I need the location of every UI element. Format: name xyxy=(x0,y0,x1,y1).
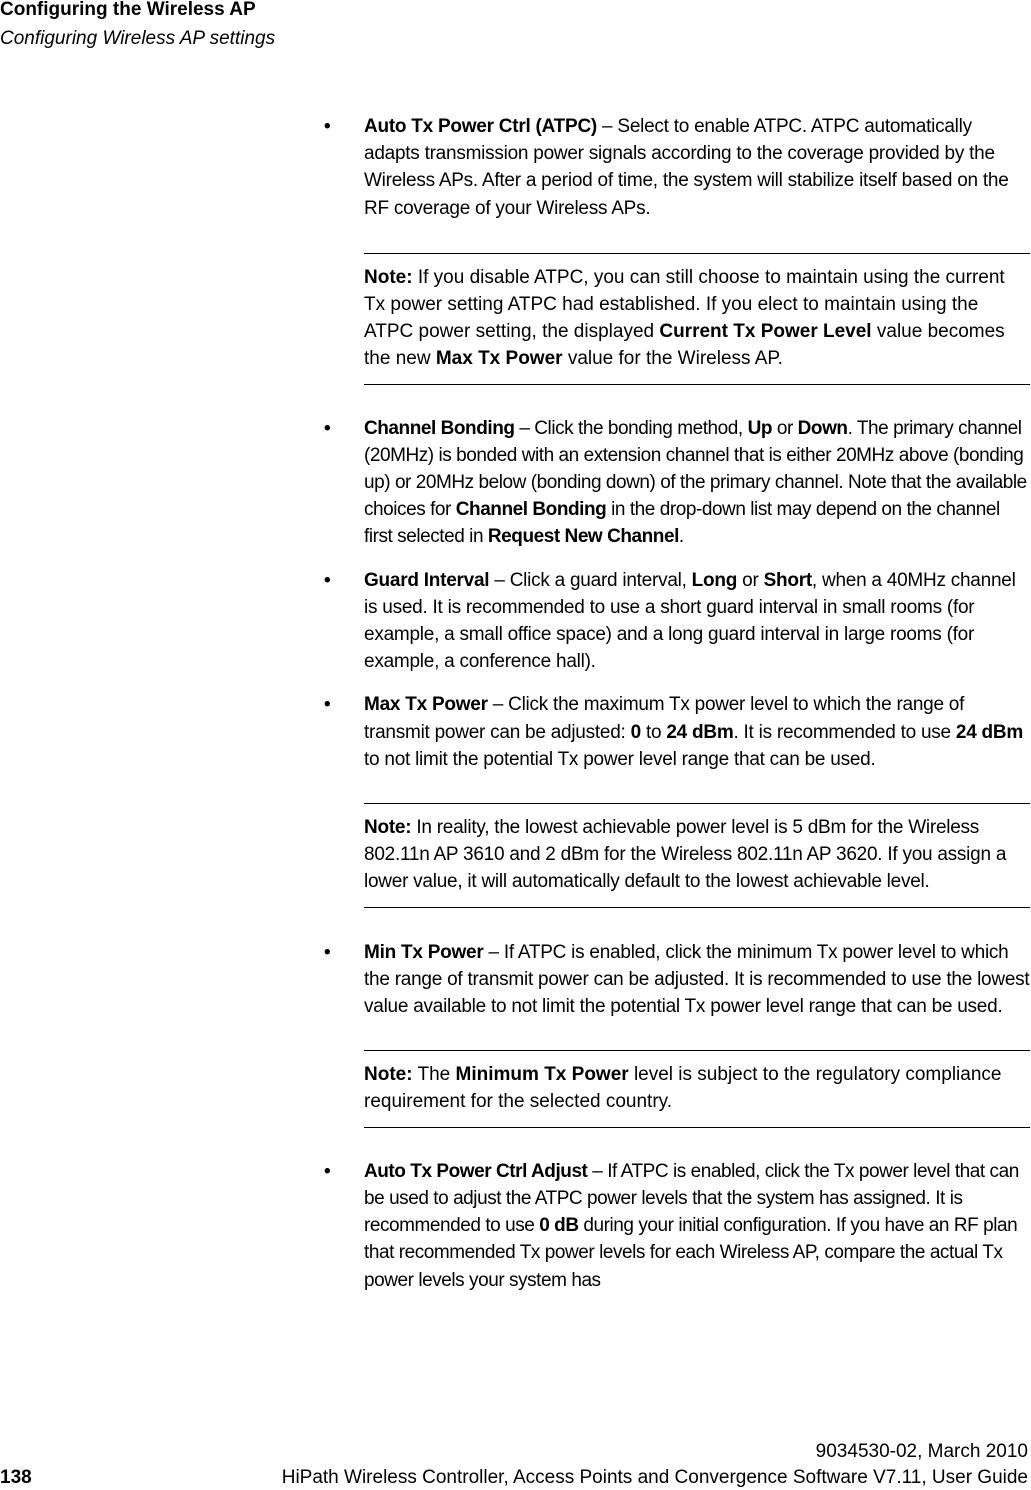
page-number: 138 xyxy=(0,1467,32,1488)
section-title: Configuring Wireless AP settings xyxy=(0,28,276,49)
term-current-tx-power-level: Current Tx Power Level xyxy=(659,321,872,343)
chapter-title: Configuring the Wireless AP xyxy=(0,0,256,20)
note-atpc: Note: If you disable ATPC, you can still choose to maintain using the current Tx power setting ATPC had established. If you elect to maintain using the ATPC power setting, the displayed Current Tx Power Level value becomes the new Max Tx Power value for the Wireless AP. xyxy=(364,253,1030,385)
page-body xyxy=(318,113,1030,1310)
note-label: Note: xyxy=(364,266,413,288)
list-item-atpc-adjust: • Auto Tx Power Ctrl Adjust – If ATPC is enabled, click the Tx power level that can be used to adjust the ATPC power levels that the system has assigned. It is recommended to use 0 dB during your initial configuration. If you have an RF plan that recommended Tx power levels for each Wireless AP, compare the actual Tx power levels your system has xyxy=(318,1158,1030,1294)
bullet-symbol: • xyxy=(324,694,331,716)
note-power-level: Note: In reality, the lowest achievable power level is 5 dBm for the Wireless 802.11n AP 3610 and 2 dBm for the Wireless 802.11n AP 3620. If you assign a lower value, it will automatically default to the lowest achievable level. xyxy=(364,803,1030,908)
bullet-symbol: • xyxy=(324,417,331,439)
list-item-max-tx-power: • Max Tx Power – Click the maximum Tx power level to which the range of transmit power can be adjusted: 0 to 24 dBm. It is recommended to use 24 dBm to not limit the potential Tx power level range that can be used. xyxy=(318,691,1030,773)
list-item-channel-bonding: • Channel Bonding – Click the bonding method, Up or Down. The primary channel (20MHz) is bonded with an extension channel that is either 20MHz above (bonding up) or 20MHz below (bonding down) of the primary channel. Note that the available choices for Channel Bonding in the drop-down list may depend on the channel first selected in Request New Channel. xyxy=(318,415,1030,551)
bullet-symbol: • xyxy=(324,941,331,963)
term-min-tx-power: Min Tx Power xyxy=(364,941,484,963)
term-guard-interval: Guard Interval xyxy=(364,569,490,591)
bullet-symbol: • xyxy=(324,569,331,591)
bullet-symbol: • xyxy=(324,116,331,137)
bullet-symbol: • xyxy=(324,1160,331,1182)
term-channel-bonding: Channel Bonding xyxy=(364,417,515,439)
list-item-min-tx-power: • Min Tx Power – If ATPC is enabled, click the minimum Tx power level to which the range of transmit power can be adjusted. It is recommended to use the lowest value available to not limit the potential Tx power level range that can be used. xyxy=(318,939,1030,1021)
note-label: Note: xyxy=(364,817,412,839)
term-minimum-tx-power: Minimum Tx Power xyxy=(455,1064,629,1086)
list-item-guard-interval: • Guard Interval – Click a guard interval, Long or Short, when a 40MHz channel is used. It is recommended to use a short guard interval in small rooms (for example, a small office space) and a long guard interval in large rooms (for example, a conference hall). xyxy=(318,567,1030,676)
term-atpc-adjust: Auto Tx Power Ctrl Adjust xyxy=(364,1160,588,1182)
term-max-tx-power: Max Tx Power xyxy=(364,694,488,716)
note-min-tx-power: Note: The Minimum Tx Power level is subject to the regulatory compliance requirement for the selected country. xyxy=(364,1050,1030,1127)
footer-guide-title: HiPath Wireless Controller, Access Points and Convergence Software V7.11, User Guide xyxy=(281,1467,1028,1488)
desc-atpc: – Select to enable ATPC. ATPC automatically adapts transmission power signals according to the coverage provided by the Wireless APs. After a period of time, the system will stabilize itself based on the RF coverage of your Wireless APs. xyxy=(364,116,1009,219)
list-item-atpc xyxy=(318,113,1030,222)
note-label: Note: xyxy=(364,1064,413,1086)
term-atpc: Auto Tx Power Ctrl (ATPC) xyxy=(364,116,598,137)
footer-doc-id: 9034530-02, March 2010 xyxy=(815,1441,1028,1462)
term-max-tx-power: Max Tx Power xyxy=(435,348,563,370)
